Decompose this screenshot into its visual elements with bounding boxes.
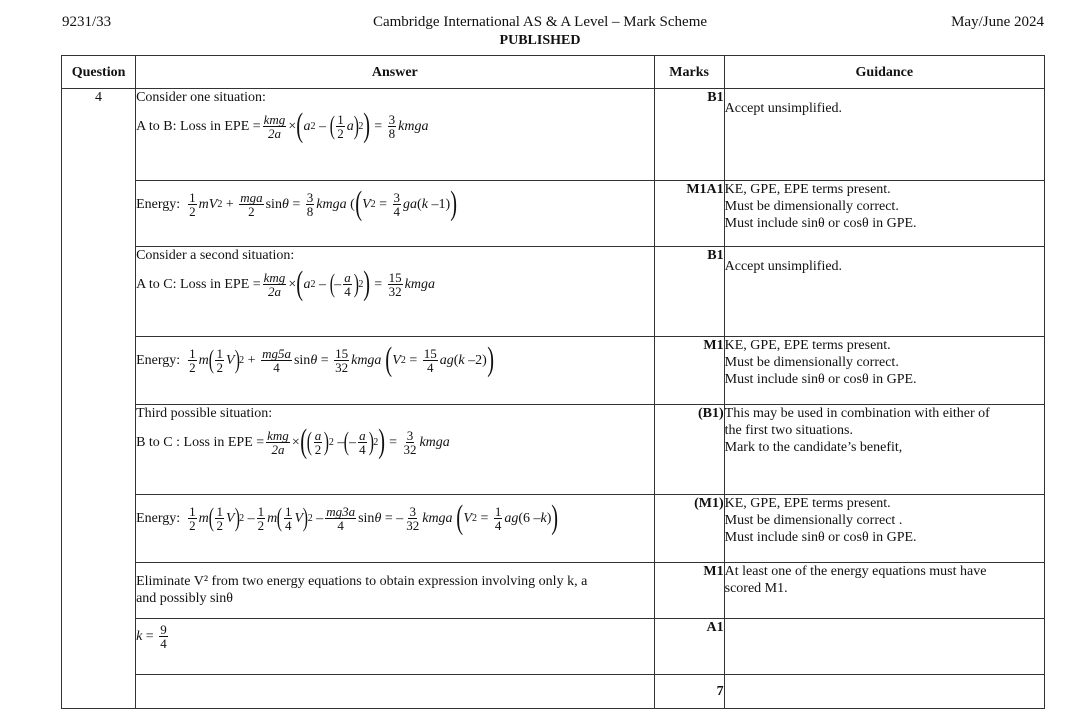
answer-cell (136, 181, 655, 247)
question-number: 4 (62, 89, 136, 709)
guidance-line: Accept unsimplified. (724, 101, 843, 116)
equation-label: A to C: Loss in EPE = (136, 276, 261, 292)
answer-cell (136, 675, 655, 709)
guidance-line: Accept unsimplified. (724, 259, 843, 274)
guidance-line: Mark to the candidate’s benefit, (724, 440, 903, 455)
table-row (62, 181, 1045, 247)
equation-label: Energy: (136, 196, 181, 212)
equation-epe-ac: A to C: Loss in EPE = $\frac{\text{kmg}}{2a}$ × ( a 2 – ( – $\frac{a}{4}$ ) 2 ) = $\frac{15}{32}$ kmga (136, 265, 435, 302)
guidance-cell (724, 563, 1044, 619)
guidance-cell (724, 337, 1044, 405)
guidance-cell (724, 675, 1044, 709)
guidance-cell (724, 405, 1044, 495)
guidance-line: This may be used in combination with either of (724, 406, 990, 421)
answer-cell (136, 495, 655, 563)
guidance-cell (724, 181, 1044, 247)
column-header-question: Question (62, 56, 136, 89)
guidance-line: scored M1. (724, 581, 788, 596)
table-row (62, 563, 1045, 619)
guidance-line: Must include sinθ or cosθ in GPE. (724, 530, 917, 545)
equation-energy-2: Energy: $\frac{1}{2}$ m ( $\frac{1}{2}$ V ) 2 + $\frac{mg5a}{4}$ sin θ = $\frac{15}{32}$ kmga ( V 2 = $\frac{15}{4}$ ag ( k –2) ) (136, 341, 494, 378)
table-row (62, 405, 1045, 495)
answer-intro: Consider a second situation: (136, 248, 295, 263)
answer-cell (136, 89, 655, 181)
document-header (0, 14, 1080, 49)
answer-line: Eliminate V² from two energy equations to obtain expression involving only k, a (136, 574, 588, 589)
final-answer: k = $\frac{9}{4}$ (136, 622, 167, 651)
table-header-row (62, 56, 1045, 89)
guidance-line: Must include sinθ or cosθ in GPE. (724, 372, 917, 387)
guidance-cell (724, 247, 1044, 337)
marks-cell: A1 (654, 619, 724, 675)
equation-epe-bc: B to C : Loss in EPE = $\frac{\text{kmg}}{2a}$ × ( ( $\frac{a}{2}$ ) 2 – ( – $\frac{a}{4}$ ) 2 ) = $\frac{3}{32}$ kmga (136, 423, 450, 460)
answer-cell (136, 337, 655, 405)
column-header-answer: Answer (136, 56, 655, 89)
guidance-cell (724, 619, 1044, 675)
guidance-line: Must be dimensionally correct . (724, 513, 903, 528)
guidance-line: KE, GPE, EPE terms present. (724, 496, 891, 511)
guidance-cell (724, 495, 1044, 563)
equation-label: B to C : Loss in EPE = (136, 434, 265, 450)
guidance-line: KE, GPE, EPE terms present. (724, 338, 891, 353)
equation-label: A to B: Loss in EPE = (136, 118, 261, 134)
document-title: Cambridge International AS & A Level – Mark Scheme (372, 14, 708, 30)
equation-energy-3: Energy: $\frac{1}{2}$ m ( $\frac{1}{2}$ V ) 2 – $\frac{1}{2}$ m ( $\frac{1}{4}$ V ) 2 – $\frac{mg3a}{4}$ sin θ = – $\frac{3}{32}$ kmga ( V 2 = $\frac{1}{4}$ ag (6 – k ) ) (136, 499, 559, 536)
equation-epe-ab: A to B: Loss in EPE = $\frac{\text{kmg}}{2a}$ × ( a 2 – ( $\frac{1}{2}$ a ) 2 ) = $\frac{3}{8}$ kmga (136, 107, 429, 144)
marks-cell: (B1) (654, 405, 724, 495)
total-marks: 7 (654, 675, 724, 709)
guidance-line: Must be dimensionally correct. (724, 199, 899, 214)
marks-cell: (M1) (654, 495, 724, 563)
guidance-cell (724, 89, 1044, 181)
marks-cell: M1A1 (654, 181, 724, 247)
guidance-line: At least one of the energy equations must have (724, 564, 987, 579)
table-row (62, 675, 1045, 709)
table-row (62, 247, 1045, 337)
table-row (62, 337, 1045, 405)
column-header-guidance: Guidance (724, 56, 1044, 89)
table-row (62, 495, 1045, 563)
equation-label: Energy: (136, 510, 181, 526)
equation-energy-1: Energy: $\frac{1}{2}$ mV 2 + $\frac{\text{mga}}{2}$ sin θ = $\frac{3}{8}$ kmga ( ( V 2 = $\frac{3}{4}$ ga ( k –1) ) (136, 185, 458, 222)
marks-cell: M1 (654, 337, 724, 405)
table-row (62, 89, 1045, 181)
answer-cell (136, 619, 655, 675)
answer-cell (136, 405, 655, 495)
answer-cell (136, 563, 655, 619)
answer-intro: Third possible situation: (136, 406, 273, 421)
guidance-line: Must include sinθ or cosθ in GPE. (724, 216, 917, 231)
marks-cell: M1 (654, 563, 724, 619)
column-header-marks: Marks (654, 56, 724, 89)
marks-cell: B1 (654, 247, 724, 337)
guidance-line: the first two situations. (724, 423, 853, 438)
marks-cell: B1 (654, 89, 724, 181)
answer-intro: Consider one situation: (136, 90, 266, 105)
equation-label: Energy: (136, 352, 181, 368)
guidance-line: Must be dimensionally correct. (724, 355, 899, 370)
table-row (62, 619, 1045, 675)
answer-cell (136, 247, 655, 337)
published-label: PUBLISHED (499, 33, 581, 48)
paper-code: 9231/33 (62, 14, 112, 30)
exam-session: May/June 2024 (951, 14, 1044, 30)
guidance-line: KE, GPE, EPE terms present. (724, 182, 891, 197)
mark-scheme-table (61, 55, 1045, 709)
answer-line: and possibly sinθ (136, 591, 233, 606)
